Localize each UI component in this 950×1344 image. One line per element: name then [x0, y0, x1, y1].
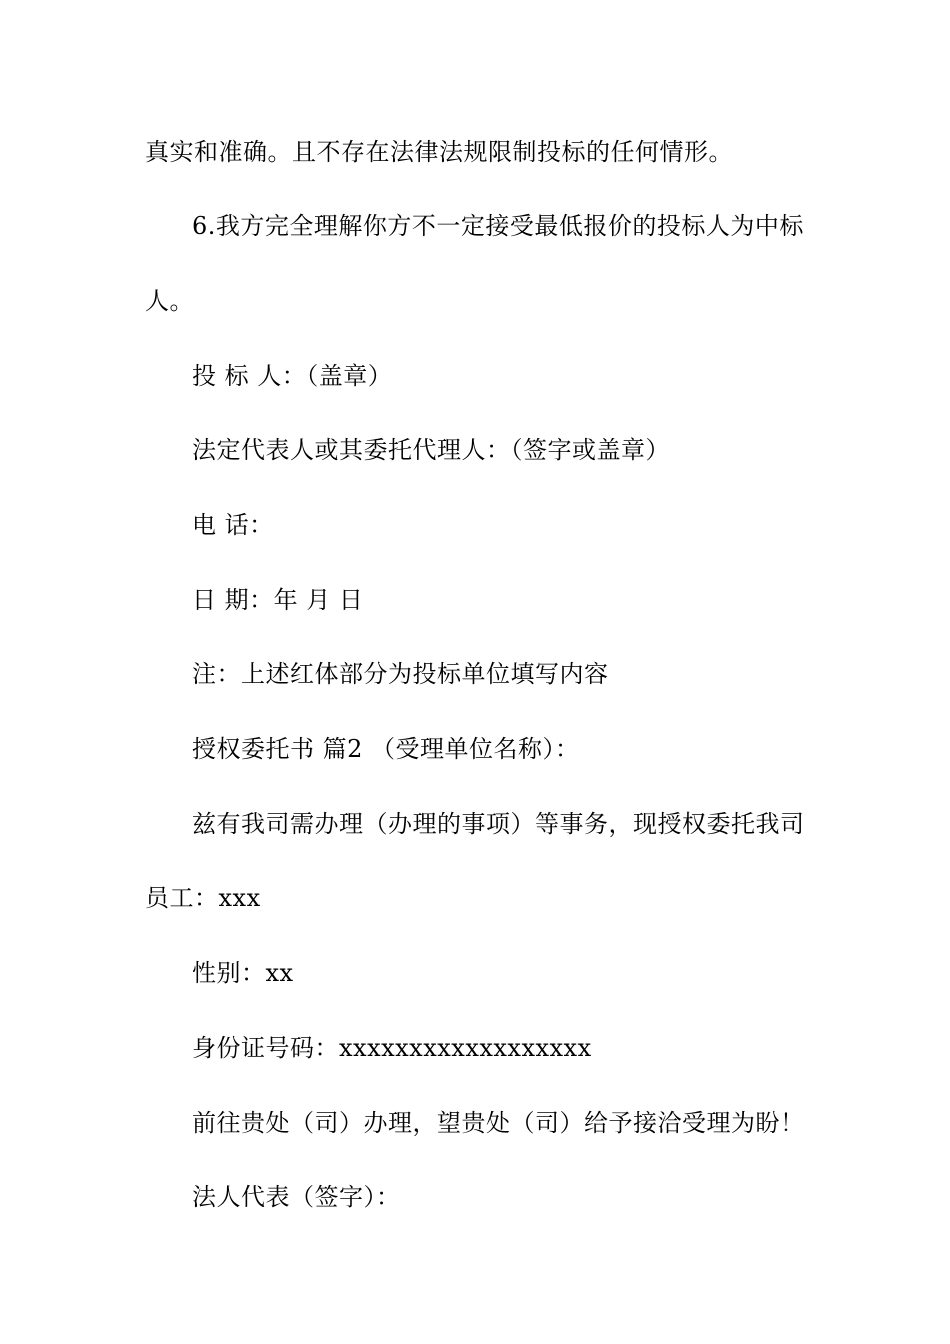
request-line: 前往贵处（司）办理，望贵处（司）给予接洽受理为盼！: [192, 1109, 805, 1137]
date-line: 日 期：年 月 日: [192, 586, 364, 614]
bidder-stamp-line: 投 标 人：（盖章）: [192, 362, 393, 390]
legal-rep-signature-line: 法人代表（签字）：: [192, 1183, 401, 1211]
note-line: 注：上述红体部分为投标单位填写内容: [192, 660, 609, 688]
legal-representative-line: 法定代表人或其委托代理人：（签字或盖章）: [192, 436, 670, 464]
paragraph-item-6: 6.我方完全理解你方不一定接受最低报价的投标人为中标: [192, 212, 804, 240]
phone-line: 电 话：: [192, 511, 274, 539]
paragraph-line-continuation: 真实和准确。且不存在法律法规限制投标的任何情形。: [145, 138, 733, 166]
section-heading-power-of-attorney: 授权委托书 篇2 （受理单位名称）：: [192, 735, 580, 763]
id-number-line: 身份证号码：xxxxxxxxxxxxxxxxxx: [192, 1034, 592, 1062]
paragraph-item-6-continuation: 人。: [145, 287, 194, 315]
authorization-paragraph: 兹有我司需办理（办理的事项）等事务，现授权委托我司: [192, 810, 805, 838]
gender-line: 性别：xx: [192, 959, 294, 987]
employee-line: 员工：xxx: [145, 884, 261, 912]
